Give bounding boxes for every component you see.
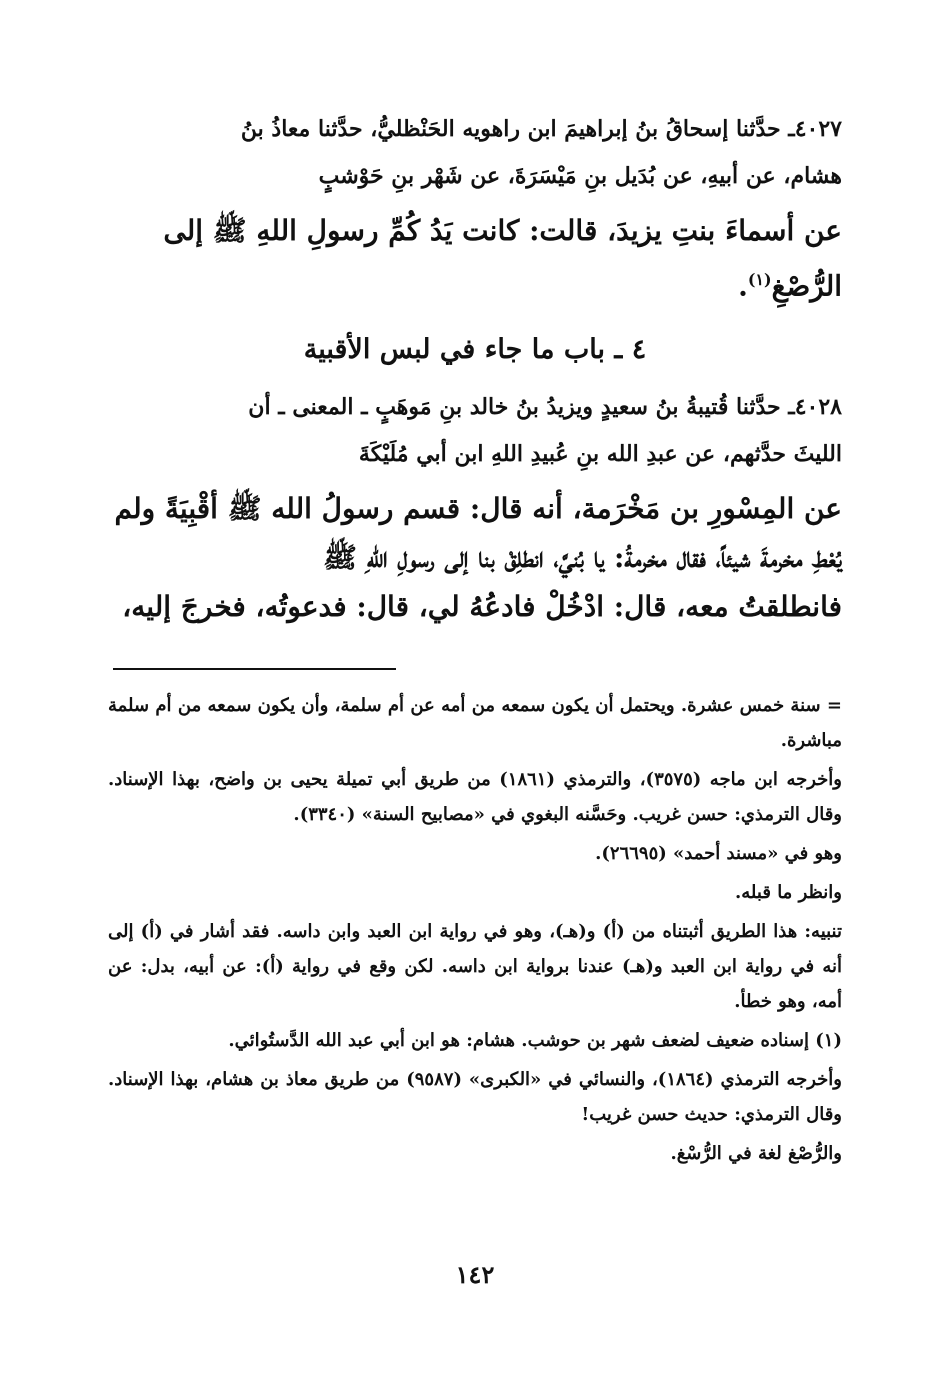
hadith-4027-isnad (108, 106, 842, 200)
main-text (108, 106, 842, 631)
hadith-4028-matn-line-3: فانطلقتُ معه، قال: ادْخُلْ فادعُهُ لي، قال: فدعوتُه، فخرجَ إليه، (122, 590, 842, 624)
hadith-4028-isnad-line-1: ٤٠٢٨ـ حدَّثنا قُتيبةُ بنُ سعيدٍ ويزيدُ بنُ خالد بنِ مَوهَبٍ ـ المعنى ـ أن (248, 394, 842, 421)
footnote-paragraph: والرُّصْغ لغة في الرُّسْغ. (670, 1143, 842, 1164)
hadith-4028-isnad-line-2: الليثَ حدَّثهم، عن عبدِ الله بنِ عُبيدِ اللهِ ابن أبي مُلَيْكَةَ (358, 441, 842, 468)
footnote-paragraph: وانظر ما قبله. (735, 882, 842, 903)
footnote-paragraph: وأخرجه الترمذي (١٨٦٤)، والنسائي في «الكبرى» (٩٥٨٧) من طريق معاذ بن هشام، بهذا الإسناد. وقال الترمذي: حديث حسن غريب! (108, 1069, 842, 1125)
hadith-4027-matn-end: . (738, 269, 748, 303)
hadith-4027-matn (108, 206, 842, 310)
page-number: ١٤٢ (455, 1260, 495, 1289)
footnote-divider (113, 668, 396, 670)
hadith-4027-isnad-line-1: ٤٠٢٧ـ حدَّثنا إسحاقُ بنُ إبراهيمَ ابن راهويه الحَنْظليُّ، حدَّثنا معاذُ بنُ (240, 116, 842, 142)
footnote-continuation: = سنة خمس عشرة. ويحتمل أن يكون سمعه من أمه عن أم سلمة، وأن يكون سمعه من أم سلمة مباشرة. (108, 695, 842, 751)
hadith-4027-isnad-line-2: هشام، عن أبيهِ، عن بُدَيل بنِ مَيْسَرَةَ، عن شَهْر بنِ حَوْشبٍ (318, 163, 842, 189)
hadith-4027-matn-line-2: الرُّصْغِ (771, 269, 842, 303)
hadith-4028-isnad (108, 384, 842, 478)
hadith-4027-matn-line-1: عن أسماءَ بنتِ يزيدَ، قالت: كانت يَدُ كُمِّ رسولِ اللهِ ﷺ إلى (163, 214, 842, 247)
footnote-paragraph: وهو في «مسند أحمد» (٢٦٦٩٥). (595, 843, 842, 864)
hadith-4028-matn (108, 484, 842, 631)
footnote-paragraph: وأخرجه ابن ماجه (٣٥٧٥)، والترمذي (١٨٦١) من طريق أبي تميلة يحيى بن واضح، بهذا الإسناد. وقال الترمذي: حسن غريب. وحَسَّنه البغوي في «مصابيح السنة» (٣٣٤٠). (108, 769, 842, 825)
hadith-4028-matn-line-1: عن المِسْورِ بن مَخْرَمة، أنه قال: قسم رسولُ الله ﷺ أقْبِيَةً ولم (114, 492, 842, 526)
hadith-4028-matn-line-2: يُعْطِ مخرمةَ شيئاً، فقال مخرمةُ: يا بُنيَّ، انطلِقْ بنا إلى رسولِ اللهِ ﷺ (323, 541, 842, 575)
footnotes (108, 688, 842, 1171)
footnote-note: تنبيه: هذا الطريق أثبتناه من (أ) و(هـ)، وهو في رواية ابن العبد وابن داسه. فقد أشار في (أ) إلى أنه في رواية ابن العبد و(هـ) عندنا برواية ابن داسه. لكن وقع في رواية (أ): عن أبيه، بدل: عن أمه، وهو خطأ. (108, 921, 842, 1012)
footnote-reference[interactable]: (١) (747, 270, 772, 289)
chapter-heading: ٤ ـ باب ما جاء في لبس الأقبية (303, 334, 647, 366)
footnote-1: (١) إسناده ضعيف لضعف شهر بن حوشب. هشام: هو ابن أبي عبد الله الدَّستُوائي. (228, 1030, 842, 1051)
